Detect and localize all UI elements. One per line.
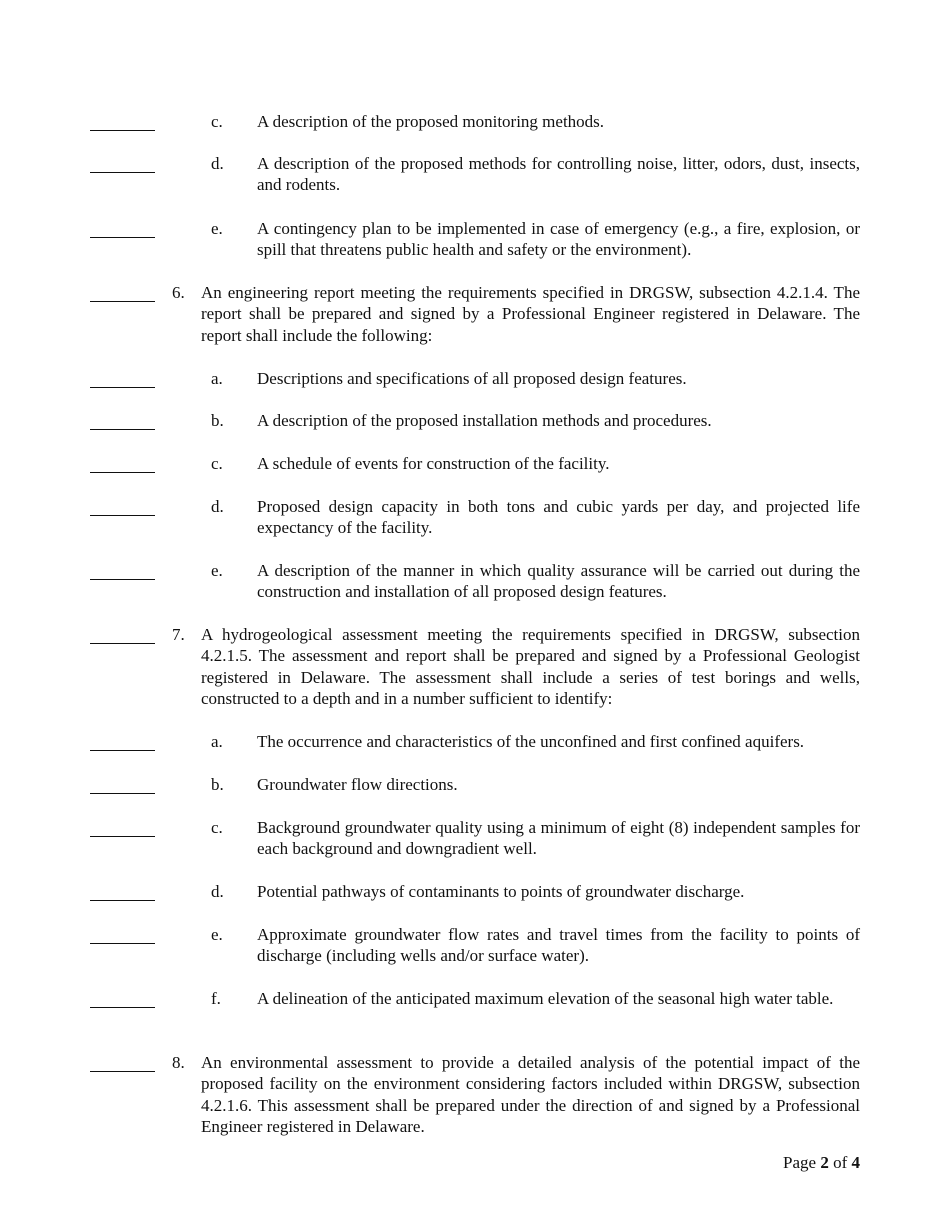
check-blank[interactable] <box>90 643 155 644</box>
check-blank[interactable] <box>90 429 155 430</box>
item-text: Groundwater flow directions. <box>257 775 458 794</box>
check-blank[interactable] <box>90 387 155 388</box>
check-blank[interactable] <box>90 472 155 473</box>
item-text: Potential pathways of contaminants to points of groundwater discharge. <box>257 882 745 901</box>
check-blank[interactable] <box>90 943 155 944</box>
item-text: A description of the proposed methods for controlling noise, litter, odors, dust, insects, and rodents. <box>257 154 860 195</box>
item-marker: f. <box>211 989 221 1008</box>
item-marker: e. <box>211 925 223 944</box>
page-footer <box>783 1152 860 1173</box>
item-text: A description of the proposed installation methods and procedures. <box>257 411 712 430</box>
check-blank[interactable] <box>90 130 155 131</box>
item-marker: b. <box>211 775 224 794</box>
page-label: Page <box>783 1153 817 1172</box>
check-blank[interactable] <box>90 750 155 751</box>
item-text: The occurrence and characteristics of the unconfined and first confined aquifers. <box>257 732 805 751</box>
item-text: A contingency plan to be implemented in case of emergency (e.g., a fire, explosion, or spill that threatens public health and safety or the environment). <box>257 219 860 260</box>
item-marker: c. <box>211 112 223 131</box>
item-marker: e. <box>211 219 223 238</box>
item-marker: a. <box>211 369 223 388</box>
item-marker: b. <box>211 411 224 430</box>
total-pages: 4 <box>851 1153 860 1172</box>
check-blank[interactable] <box>90 836 155 837</box>
check-blank[interactable] <box>90 301 155 302</box>
check-blank[interactable] <box>90 237 155 238</box>
item-text: A description of the manner in which quality assurance will be carried out during the construction and installation of all proposed design features. <box>257 561 860 602</box>
item-marker: c. <box>211 454 223 473</box>
item-marker: c. <box>211 818 223 837</box>
check-blank[interactable] <box>90 1071 155 1072</box>
section-text: A hydrogeological assessment meeting the requirements specified in DRGSW, subsection 4.2.1.5. The assessment and report shall be prepared and signed by a Professional Geologist registered in Delaware. The assessment shall include a series of test borings and wells, constructed to a depth and in a number sufficient to identify: <box>201 625 860 708</box>
section-number: 7. <box>172 625 185 644</box>
check-blank[interactable] <box>90 172 155 173</box>
item-text: A schedule of events for construction of the facility. <box>257 454 610 473</box>
section-text: An environmental assessment to provide a detailed analysis of the potential impact of the proposed facility on the environment considering factors included within DRGSW, subsection 4.2.1.6. This assessment shall be prepared under the direction of and signed by a Professional Engineer registered in Delaware. <box>201 1053 860 1136</box>
section-text: An engineering report meeting the requirements specified in DRGSW, subsection 4.2.1.4. The report shall be prepared and signed by a Professional Engineer registered in Delaware. The report shall include the following: <box>201 283 860 345</box>
item-marker: d. <box>211 154 224 173</box>
section-number: 8. <box>172 1053 185 1072</box>
check-blank[interactable] <box>90 515 155 516</box>
item-text: A description of the proposed monitoring methods. <box>257 112 605 131</box>
section-number: 6. <box>172 283 185 302</box>
check-blank[interactable] <box>90 579 155 580</box>
check-blank[interactable] <box>90 900 155 901</box>
current-page: 2 <box>820 1153 829 1172</box>
item-text: Background groundwater quality using a minimum of eight (8) independent samples for each background and downgradient well. <box>257 818 860 859</box>
item-text: Approximate groundwater flow rates and travel times from the facility to points of discharge (including wells and/or surface water). <box>257 925 860 966</box>
item-text: Proposed design capacity in both tons and cubic yards per day, and projected life expectancy of the facility. <box>257 497 860 538</box>
item-marker: a. <box>211 732 223 751</box>
item-text: Descriptions and specifications of all proposed design features. <box>257 369 687 388</box>
item-text: A delineation of the anticipated maximum elevation of the seasonal high water table. <box>257 989 834 1008</box>
item-marker: e. <box>211 561 223 580</box>
check-blank[interactable] <box>90 793 155 794</box>
item-marker: d. <box>211 497 224 516</box>
check-blank[interactable] <box>90 1007 155 1008</box>
page-of-label: of <box>833 1153 848 1172</box>
item-marker: d. <box>211 882 224 901</box>
